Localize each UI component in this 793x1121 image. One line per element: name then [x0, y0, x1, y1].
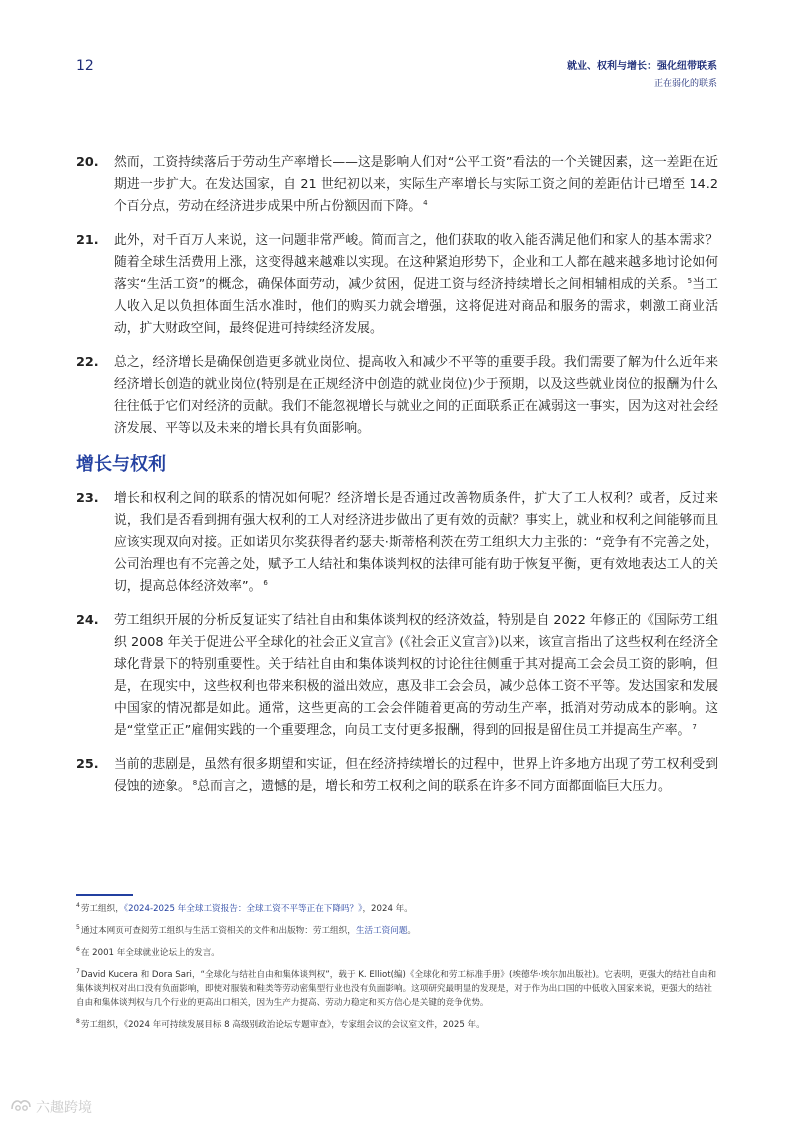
footnote-link[interactable]: 《2024-2025 年全球工资报告：全球工资不平等正在下降吗？》 [123, 904, 363, 914]
footnote-text: 劳工组织，《2024 年可持续发展目标 8 高级别政治论坛专题审查》，专家组会议的会议室文件，2025 年。 [80, 1020, 485, 1030]
paragraph-text [114, 754, 718, 798]
footnote-mark: 6 [76, 946, 80, 954]
brand-logo-icon [10, 1097, 36, 1117]
footnote-mark: 8 [76, 1018, 80, 1026]
paragraph-text [114, 352, 718, 440]
paragraph-number: 20. [76, 155, 99, 170]
paragraph-body: 当前的悲剧是，虽然有很多期望和实证，但在经济持续增长的过程中，世界上许多地方出现了劳工权利受到侵蚀的迹象。 [114, 757, 718, 794]
footnote-mark: 5 [76, 924, 80, 932]
footnote-text-after: ，2024 年。 [362, 904, 413, 914]
paragraph-text [114, 230, 718, 340]
page-number: 12 [76, 58, 94, 74]
footnotes [76, 902, 718, 1040]
paragraph-body-continued: 总而言之，遗憾的是，增长和劳工权利之间的联系在许多不同方面都面临巨大压力。 [197, 779, 671, 794]
paragraph-body: 总之，经济增长是确保创造更多就业岗位、提高收入和减少不平等的重要手段。我们需要了解为什么近年来经济增长创造的就业岗位(特别是在正规经济中创造的就业岗位)少于预期，以及这些就业岗位的报酬为什么往往低于它们对经济的贡献。我们不能忽视增长与就业之间的正面联系正在减弱这一事实，因为这对社会经济发展、平等以及未来的增长具有负面影响。 [114, 355, 718, 436]
running-head-subtitle: 正在弱化的联系 [653, 79, 717, 89]
footnote-8 [76, 1018, 718, 1032]
paragraph-body: 此外，对千百万人来说，这一问题非常严峻。简而言之，他们获取的收入能否满足他们和家人的基本需求？随着全球生活费用上涨，这变得越来越难以实现。在这种紧迫形势下，企业和工人都在越来越多地讨论如何落实“生活工资”的概念，确保体面劳动，减少贫困，促进工资与经济持续增长之间相辅相成的关系。 [114, 233, 718, 292]
footnote-text: 劳工组织， [80, 904, 124, 914]
paragraph-body: 劳工组织开展的分析反复证实了结社自由和集体谈判权的经济效益，特别是自 2022 年修正的《国际劳工组织 2008 年关于促进公平全球化的社会正义宣言》(《社会正义宣言》)以来，该宣言指出了这些权利在经济全球化背景下的特别重要性。关于结社自由和集体谈判权的讨论往往侧重于其对提高工会会员工资的影响，但是，在现实中，这些权利也带来积极的溢出效应，惠及非工会会员，减少总体工资不平等。发达国家和发展中国家的情况都是如此。通常，这些更高的工会会伴随着更高的劳动生产率，抵消对劳动成本的影响。这是“堂堂正正”雇佣实践的一个重要理念，向员工支付更多报酬，得到的回报是留住员工并提高生产率。 [114, 613, 718, 738]
footnote-4 [76, 902, 718, 916]
paragraph-23 [76, 488, 718, 598]
paragraph-number: 21. [76, 233, 99, 248]
paragraph-21 [76, 230, 718, 340]
footnote-text: 在 2001 年全球就业论坛上的发言。 [80, 948, 220, 958]
paragraph-24 [76, 610, 718, 742]
footnote-ref[interactable]: 5 [687, 276, 693, 285]
paragraph-text [114, 488, 718, 598]
document-body [76, 152, 718, 810]
footnote-ref[interactable]: 4 [423, 198, 428, 207]
paragraph-text [114, 610, 718, 742]
footnote-link[interactable]: 生活工资问题 [355, 926, 408, 936]
footnote-mark: 7 [76, 968, 80, 976]
footnote-text: David Kucera 和 Dora Sari，“全球化与结社自由和集体谈判权”，载于 K. Elliot(编)《全球化和劳工标准手册》(埃德华·埃尔加出版社)。它表明，更强大的结社自由和集体谈判权对出口没有负面影响，即使对服装和鞋类等劳动密集型行业也没有负面影响。这项研究最明显的发现是，对于作为出口国的中低收入国家来说，更强大的结社自由和集体谈判权与几个行业的更高出口相关，因为生产力提高、劳动力稳定和买方信心是关键的竞争优势。 [76, 970, 717, 1008]
paragraph-body: 增长和权利之间的联系的情况如何呢？经济增长是否通过改善物质条件，扩大了工人权利？或者，反过来说，我们是否看到拥有强大权利的工人对经济进步做出了更有效的贡献？事实上，就业和权利之间能够而且应该实现双向对接。正如诺贝尔奖获得者约瑟夫·斯蒂格利茨在劳工组织大力主张的：“竞争有不完善之处，公司治理也有不完善之处，赋予工人结社和集体谈判权的法律可能有助于恢复平衡，更有效地表达工人的关切，提高总体经济效率”。 [114, 491, 718, 594]
footnote-text-after: 。 [407, 926, 417, 936]
paragraph-number: 25. [76, 757, 99, 772]
paragraph-number: 24. [76, 613, 99, 628]
paragraph-text [114, 152, 718, 218]
watermark-text: 六趣跨境 [36, 1100, 92, 1116]
section-heading: 增长与权利 [76, 454, 166, 475]
running-head [567, 60, 717, 91]
footnote-divider [76, 894, 133, 896]
footnote-6 [76, 946, 718, 960]
running-head-title: 就业、权利与增长：强化纽带联系 [567, 61, 717, 72]
footnote-ref[interactable]: 6 [263, 578, 268, 587]
footnote-text: 通过本网页可查阅劳工组织与生活工资相关的文件和出版物：劳工组织， [80, 926, 356, 936]
watermark [10, 1097, 92, 1117]
paragraph-number: 23. [76, 491, 99, 506]
paragraph-body-continued: 当工人收入足以负担体面生活水准时，他们的购买力就会增强，这将促进对商品和服务的需求，刺激工商业活动，扩大财政空间，最终促进可持续经济发展。 [114, 277, 718, 336]
paragraph-body: 然而，工资持续落后于劳动生产率增长——这是影响人们对“公平工资”看法的一个关键因素，这一差距在近期进一步扩大。在发达国家，自 21 世纪初以来，实际生产率增长与实际工资之间的差距估计已增至 14.2 个百分点，劳动在经济进步成果中所占份额因而下降。 [114, 155, 718, 214]
paragraph-22 [76, 352, 718, 440]
footnote-5 [76, 924, 718, 938]
paragraph-number: 22. [76, 355, 99, 370]
footnote-ref[interactable]: 8 [192, 778, 198, 787]
footnote-mark: 4 [76, 902, 80, 910]
footnote-7 [76, 968, 718, 1010]
paragraph-25 [76, 754, 718, 798]
paragraph-20 [76, 152, 718, 218]
footnote-ref[interactable]: 7 [692, 722, 697, 731]
